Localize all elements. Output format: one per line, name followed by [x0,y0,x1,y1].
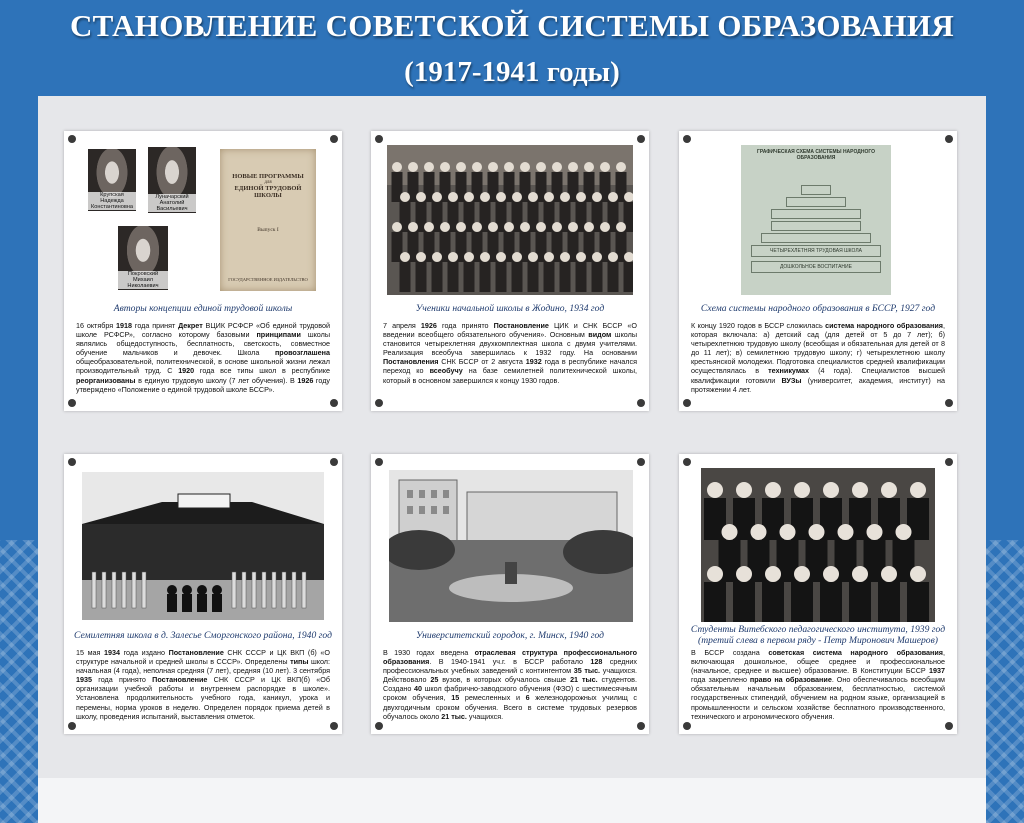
pin-icon [683,135,691,143]
pin-icon [330,458,338,466]
campus-photo-image [389,470,633,622]
card-text: 15 мая 1934 года издано Постановление СНК СССР и ЦК ВКП (б) «О структуре начальной и средней школы в СССР». Определены типы школ: начальная (4 года), неполная средняя (7 лет), средняя (10 лет). 3 сентября 1935 года принято Постановление СНК СССР и ЦК ВКП(б) «Об организации учебной работы и внутреннем распорядке в школе». Установлена продолжительность учебного года, каникул, урока и перемены, норма уроков в неделю. Определен порядок приема детей в школу, проведения испытаний, выставления отметок. [76,648,330,721]
header [0,0,1024,96]
portrait-krupskaya [88,149,136,211]
card-scheme [679,131,957,411]
pin-icon [330,135,338,143]
pin-icon [683,399,691,407]
pupils-photo [387,145,633,295]
card-caption: Студенты Витебского педагогического института, 1939 год (третий слева в первом ряду - Петр Миронович Машеров) [690,624,946,646]
card-vitebsk [679,454,957,734]
card-caption: Университетский городок, г. Минск, 1940 год [415,630,605,641]
card-university [371,454,649,734]
ornament-right [984,540,1024,823]
pin-icon [637,458,645,466]
pupils-photo-image [387,145,633,295]
pin-icon [637,399,645,407]
education-scheme: ГРАФИЧЕСКАЯ СХЕМА СИСТЕМЫ НАРОДНОГО ОБРАЗОВАНИЯ ЧЕТЫРЕХЛЕТНЯЯ ТРУДОВАЯ ШКОЛА ДОШКОЛЬНОЕ ВОСПИТАНИЕ [741,145,891,295]
school-photo-image [82,472,324,620]
pin-icon [683,722,691,730]
portrait-label: Покровский Михаил Николаевич [118,271,168,289]
students-photo-image [701,468,935,622]
card-text: В 1930 годах введена отраслевая структура профессионального образования. В 1940-1941 уч.г. в БССР работало 128 средних профессиональных учебных заведений с контингентом 35 тыс. учащихся. Действовало 25 вузов, в которых обучалось свыше 21 тыс. студентов. Создано 40 школ фабрично-заводского обучения (ФЗО) с шестимесячным сроком обучения, 15 ремесленных и 6 железнодорожных училищ с двухгодичным сроком обучения. Всего в системе трудовых резервов обучалось около 21 тыс. учащихся. [383,648,638,721]
portrait-label: Луначарский Анатолий Васильевич [148,194,196,212]
card-authors [64,131,342,411]
pin-icon [375,458,383,466]
card-caption: Семилетняя школа в д. Залесье Сморгонского района, 1940 год [74,630,332,641]
pin-icon [637,722,645,730]
card-zalesie [64,454,342,734]
card-caption: Ученики начальной школы в Жодино, 1934 год [415,303,605,314]
pin-icon [683,458,691,466]
card-text: В БССР создана советская система народного образования, включающая дошкольное, общее среднее и профессиональное (начальное, среднее и высшее) образование. В Конституции БССР 1937 года закреплено право на образование. Оно обеспечивалось всеобщим обязательным начальным образованием, бесплатностью, системой государственных стипендий, обучением на родном языке, организацией в промышленности и сельском хозяйстве бесплатного производственного, технического и агрономического обучения. [691,648,946,721]
pin-icon [68,135,76,143]
ornament-left [0,540,40,823]
pin-icon [637,135,645,143]
portrait-label: Крупская Надежда Константиновна [88,192,136,210]
pin-icon [945,399,953,407]
card-caption: Схема системы народного образования в БССР, 1927 год [700,303,936,314]
card-text: 16 октября 1918 года принят Декрет ВЦИК РСФСР «Об единой трудовой школе РСФСР», согласно которому базовыми принципами школы являлись общедоступность, бесплатность, светскость, совместное обучение мальчиков и девочек. Школа провозглашена общеобразовательной, политехнической, в основе школьной жизни лежал производительный труд. С 1920 года все типы школ в республике реорганизованы в единую трудовую школу (7 лет обучения). В 1926 году утверждено «Положение о единой трудовой школе БССР». [76,321,331,394]
programs-booklet: НОВЫЕ ПРОГРАММЫ для ЕДИНОЙ ТРУДОВОЙ ШКОЛЫ Выпуск I ГОСУДАРСТВЕННОЕ ИЗДАТЕЛЬСТВО [220,149,316,291]
page-title: СТАНОВЛЕНИЕ СОВЕТСКОЙ СИСТЕМЫ ОБРАЗОВАНИЯ [69,8,955,43]
pin-icon [68,458,76,466]
pin-icon [68,722,76,730]
pin-icon [945,722,953,730]
pin-icon [68,399,76,407]
card-zhodino [371,131,649,411]
pin-icon [945,458,953,466]
card-caption: Авторы концепции единой трудовой школы [113,303,293,314]
campus-photo [389,470,633,622]
portrait-pokrovsky [118,226,168,290]
pin-icon [330,399,338,407]
card-text: К концу 1920 годов в БССР сложилась система народного образования, которая включала: а) детский сад (для детей от 5 до 7 лет); б) четырехлетнюю трудовую школу (всеобщая и обязательная для детей от 8 до 11 лет); в) семилетнюю трудовую школу; г) четырехлетнюю школу крестьянской молодежи. Подготовка специалистов средней квалификации осуществлялась в техникумах (4 года). Специалистов высшей квалификации готовили ВУЗы (университет, академия, институт) на протяжении 4 лет. [691,321,945,394]
pin-icon [375,722,383,730]
board-bottom-strip [38,778,986,823]
students-photo [701,468,935,622]
pin-icon [375,135,383,143]
portrait-lunacharsky [148,147,196,213]
page-subtitle: (1917-1941 годы) [404,56,620,88]
pin-icon [330,722,338,730]
pin-icon [375,399,383,407]
pin-icon [945,135,953,143]
card-text: 7 апреля 1926 года принято Постановление ЦИК и СНК БССР «О введении всеобщего обязательного обучения». Основным видом школы становится четырехлетняя двухкомплектная школа с двумя учителями. Реализация всеобуча завершилась к 1932 году. На основании Постановления СНК БССР от 2 августа 1932 года в республике начался переход ко всеобучу на базе семилетней политехнической школы, который в основном завершился к концу 1930 годов. [383,321,637,385]
school-photo [82,472,324,620]
